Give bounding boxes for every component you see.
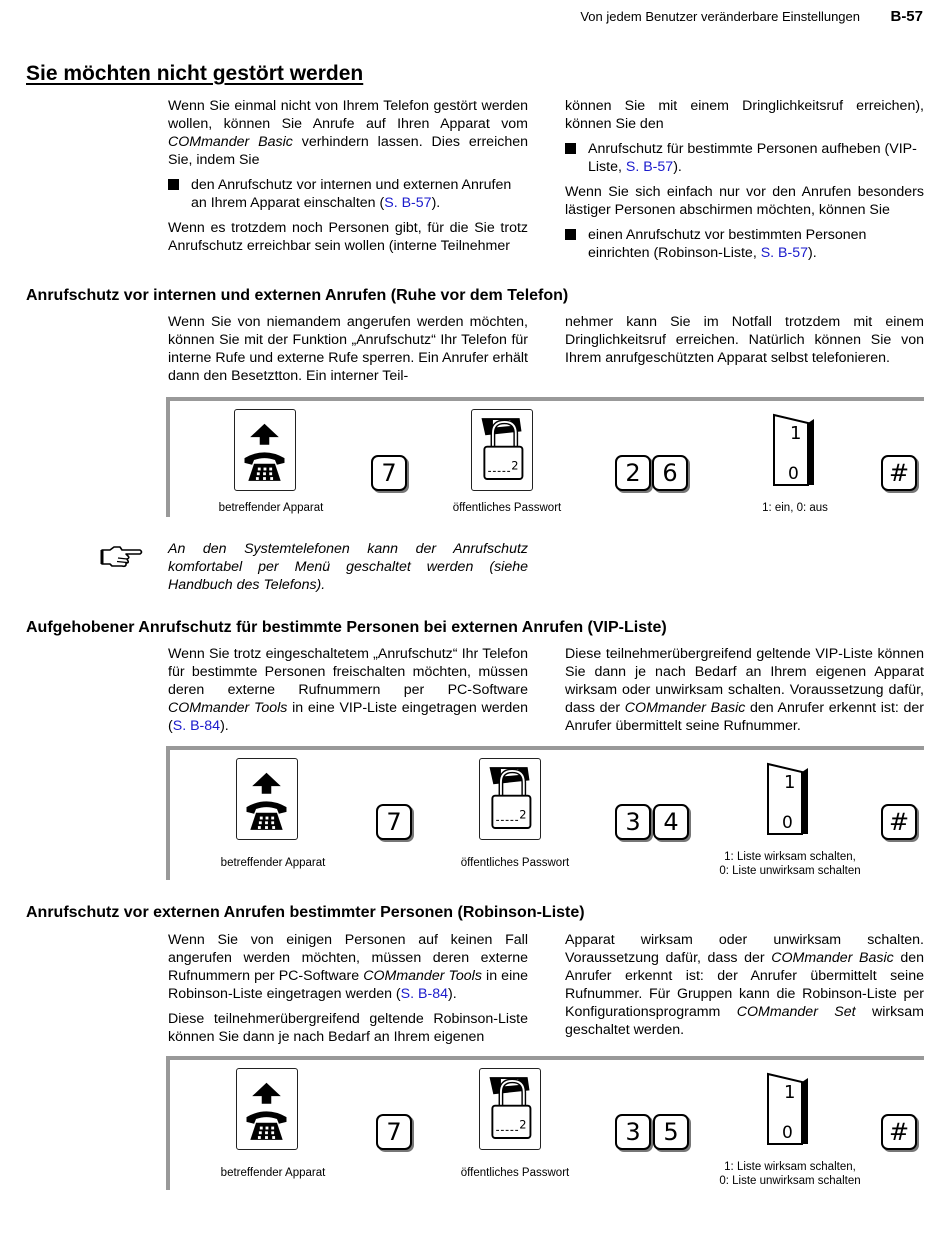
intro-paragraph: können Sie mit einem Dringlichkeitsruf erreichen), können Sie den [565, 98, 924, 132]
switch-off-mark: 0 [782, 1123, 793, 1143]
dial-key: 3 [615, 804, 651, 840]
phone-handset-up-icon [236, 1068, 298, 1150]
running-title: Von jedem Benutzer veränderbare Einstellungen [580, 9, 860, 24]
intro-paragraph: Wenn Sie einmal nicht von Ihrem Telefon gestört werden wollen, können Sie Anrufe auf Ihren Apparat vom COMmander Basic verhindern lassen. Dies erreichen Sie, indem Sie [168, 98, 528, 168]
key-sequence-panel [166, 1056, 924, 1190]
lock-digit: 2 [511, 458, 519, 473]
dial-key: 3 [615, 1114, 651, 1150]
page-link[interactable]: S. B-57 [384, 195, 432, 211]
dial-key: 2 [615, 455, 651, 491]
dial-key: 5 [653, 1114, 689, 1150]
password-label: öffentliches Passwort [460, 1167, 570, 1179]
switch-label: 1: Liste wirksam schalten, 0: Liste unwirksam schalten [719, 1161, 861, 1187]
bullet-item: den Anrufschutz vor internen und externen Anrufen an Ihrem Apparat einschalten (S. B-57). [168, 176, 528, 212]
switch-on-mark: 1 [790, 423, 802, 444]
dial-key: 7 [376, 804, 412, 840]
switch-off-mark: 0 [788, 464, 799, 484]
section3-right-text: Apparat wirksam oder unwirksam schalten. Voraussetzung dafür, dass der COMmander Basic den Anrufer erkennt ist: der Anrufer übermittelt seine Rufnummer. Für Gruppen kann die Robinson-Liste per Konfigurationsprogramm COMmander Set wirksam geschaltet werden. [565, 932, 924, 1038]
phone-handset-up-icon [234, 409, 296, 491]
lock-digit: 2 [519, 807, 527, 822]
page-link[interactable]: S. B-57 [625, 159, 674, 175]
dial-key: 6 [652, 455, 688, 491]
note-text: An den Systemtelefonen kann der Anrufschutz komfortabel per Menü geschaltet werden (siehe Handbuch des Telefons). [168, 541, 528, 593]
section2-left-text: Wenn Sie trotz eingeschaltetem „Anrufschutz“ Ihr Telefon für bestimmte Personen freischalten möchten, müssen deren externe Rufnummern per PC-Software COMmander Tools in eine VIP-Liste eingetragen werden (S. B-84). [168, 646, 528, 734]
switch-on-mark: 1 [784, 1082, 796, 1103]
page-link[interactable]: S. B-84 [172, 718, 221, 734]
bullet-item: Anrufschutz für bestimmte Personen aufheben (VIP-Liste, S. B-57). [565, 140, 924, 176]
bullet-square-icon [565, 143, 576, 154]
switch-off-mark: 0 [782, 813, 793, 833]
intro-right-column [565, 97, 924, 269]
padlock-password-icon [479, 758, 541, 840]
key-sequence-panel [166, 746, 924, 880]
section-heading: Anrufschutz vor externen Anrufen bestimmter Personen (Robinson-Liste) [26, 904, 585, 921]
dial-key: # [881, 804, 917, 840]
bullet-item: einen Anrufschutz vor bestimmten Personen einrichten (Robinson-Liste, S. B-57). [565, 226, 924, 262]
section2-right-text: Diese teilnehmerübergreifend geltende VIP-Liste können Sie dann je nach Bedarf an Ihrem eigenen Apparat wirksam oder unwirksam schalten. Voraussetzung dafür, dass der COMmander Basic den Anrufer erkennt ist: der Anrufer übermittelt seine Rufnummer. [565, 646, 925, 734]
page-header [0, 8, 950, 28]
dial-key: # [881, 1114, 917, 1150]
padlock-password-icon [479, 1068, 541, 1150]
dial-key: 4 [653, 804, 689, 840]
page-link[interactable]: S. B-84 [400, 986, 448, 1002]
bullet-square-icon [565, 229, 576, 240]
phone-handset-up-icon [236, 758, 298, 840]
phone-label: betreffender Apparat [220, 1167, 326, 1179]
section1-left-text: Wenn Sie von niemandem angerufen werden möchten, können Sie mit der Funktion „Anrufschutz“ Ihr Telefon für interne Rufe und externe Rufe sperren. Ein Anrufer erhält dann den Besetztton. Ein interner Teil- [168, 314, 528, 384]
rocker-switch-icon [760, 409, 822, 491]
section1-right-text: nehmer kann Sie im Notfall trotzdem mit einem Dringlichkeitsruf erreichen. Natürlich können Sie von Ihrem anrufgeschützten Apparat selbst telefonieren. [565, 314, 924, 366]
password-label: öffentliches Passwort [460, 857, 570, 869]
section-heading: Aufgehobener Anrufschutz für bestimmte Personen bei externen Anrufen (VIP-Liste) [26, 619, 667, 636]
page-title: Sie möchten nicht gestört werden [26, 62, 364, 85]
intro-left-column [168, 97, 528, 255]
section-heading: Anrufschutz vor internen und externen Anrufen (Ruhe vor dem Telefon) [26, 287, 569, 304]
bullet-square-icon [168, 179, 179, 190]
password-label: öffentliches Passwort [452, 502, 562, 514]
phone-label: betreffender Apparat [218, 502, 324, 514]
dial-key: # [881, 455, 917, 491]
switch-label: 1: ein, 0: aus [762, 502, 828, 514]
pointing-hand-icon [100, 543, 144, 569]
dial-key: 7 [376, 1114, 412, 1150]
rocker-switch-icon [754, 1068, 816, 1150]
intro-paragraph: Wenn es trotzdem noch Personen gibt, für die Sie trotz Anrufschutz erreichbar sein wollen (interne Teilnehmer [168, 220, 528, 254]
phone-label: betreffender Apparat [220, 857, 326, 869]
switch-on-mark: 1 [784, 772, 796, 793]
padlock-password-icon [471, 409, 533, 491]
switch-label: 1: Liste wirksam schalten, 0: Liste unwirksam schalten [719, 851, 861, 877]
page-number: B-57 [890, 8, 923, 25]
rocker-switch-icon [754, 758, 816, 840]
key-sequence-panel [166, 397, 924, 517]
section3-left-text: Wenn Sie von einigen Personen auf keinen Fall angerufen werden möchten, müssen deren externe Rufnummern per PC-Software COMmander Tools in eine Robinson-Liste eingetragen werden (S. B-84). Diese teilnehmerübergreifend geltende Robinson-Liste können Sie dann je nach Bedarf an Ihrem eigenen [168, 932, 528, 1045]
page-link[interactable]: S. B-57 [760, 245, 809, 261]
lock-digit: 2 [519, 1117, 527, 1132]
dial-key: 7 [371, 455, 407, 491]
intro-paragraph: Wenn Sie sich einfach nur vor den Anrufen besonders lästiger Personen abschirmen möchten, können Sie [565, 184, 924, 218]
